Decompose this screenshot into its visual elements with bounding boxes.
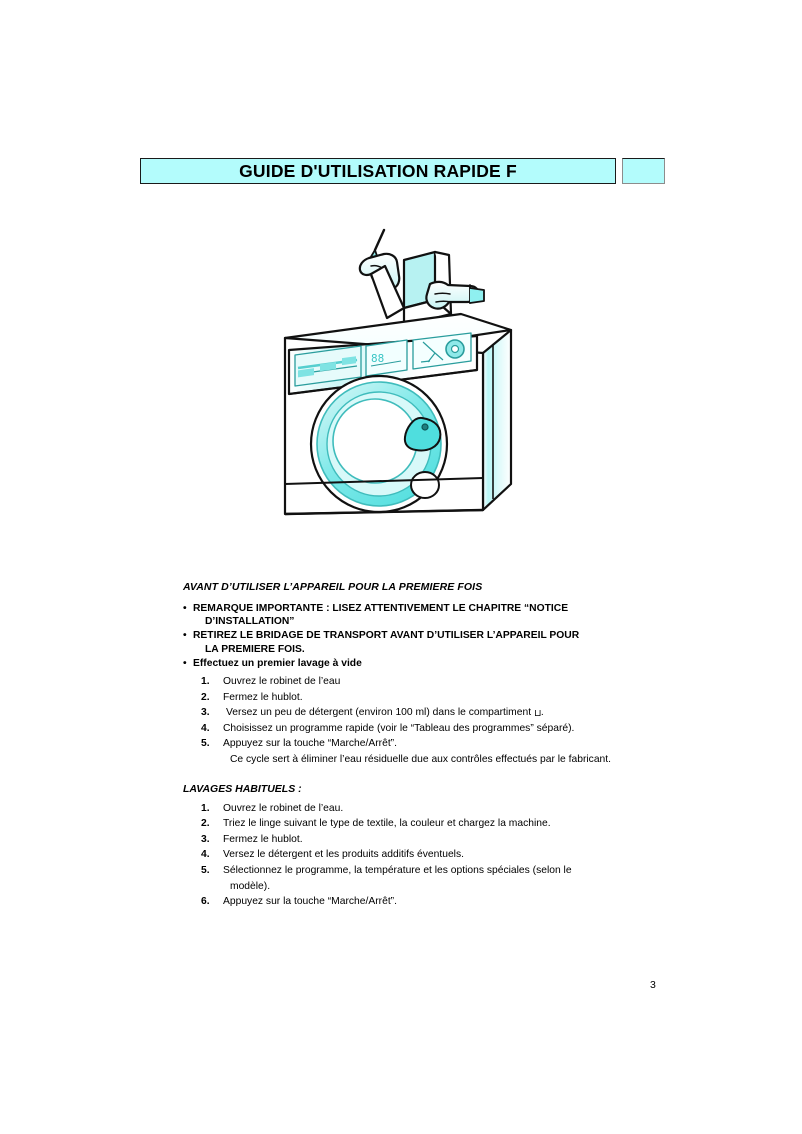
step-number: 3. bbox=[201, 707, 210, 719]
step-text: Fermez le hublot. bbox=[223, 833, 303, 845]
washing-machine-illustration bbox=[265, 222, 540, 542]
page-title: GUIDE D'UTILISATION RAPIDE F bbox=[239, 160, 517, 181]
section2-step-list bbox=[183, 801, 683, 910]
bullet-marker-icon: • bbox=[183, 657, 187, 669]
step-number: 5. bbox=[201, 738, 210, 750]
detergent-compartment-icon: ⊔ bbox=[533, 708, 541, 720]
bullet-line-1: REMARQUE IMPORTANTE : LISEZ ATTENTIVEMENT LE CHAPITRE “NOTICE bbox=[193, 603, 569, 614]
step-subtext: Ce cycle sert à éliminer l’eau résiduelle due aux contrôles effectués par le fabricant. bbox=[230, 753, 611, 765]
section2-title: LAVAGES HABITUELS : bbox=[183, 782, 302, 795]
washing-machine-body bbox=[285, 314, 511, 514]
bullet-text bbox=[193, 602, 683, 628]
document-body bbox=[183, 581, 683, 910]
step-text: Choisissez un programme rapide (voir le “Tableau des programmes” séparé). bbox=[223, 722, 575, 734]
step-text: Sélectionnez le programme, la température et les options spéciales (selon le bbox=[223, 864, 572, 876]
bullet-line-2: D’INSTALLATION” bbox=[205, 616, 295, 628]
bullet-text bbox=[193, 657, 683, 670]
list-item bbox=[201, 894, 683, 910]
step-text: Versez un peu de détergent (environ 100 ml) dans le compartiment bbox=[226, 707, 532, 719]
step-number: 2. bbox=[201, 691, 210, 703]
list-item bbox=[201, 736, 683, 767]
step-number: 1. bbox=[201, 802, 210, 814]
bullet-text bbox=[193, 629, 683, 655]
list-item bbox=[201, 863, 683, 894]
step-text: Triez le linge suivant le type de textile, la couleur et chargez la machine. bbox=[223, 818, 551, 830]
bullet-line-1: Effectuez un premier lavage à vide bbox=[193, 657, 362, 669]
list-item bbox=[201, 674, 683, 690]
display-panel bbox=[366, 340, 407, 376]
machine-side-panel bbox=[483, 330, 511, 510]
page-header bbox=[140, 158, 665, 184]
step-text: Fermez le hublot. bbox=[223, 691, 303, 703]
step-number: 3. bbox=[201, 833, 210, 845]
step-number: 6. bbox=[201, 896, 210, 908]
list-item bbox=[201, 690, 683, 706]
bullet-line-2: LA PREMIERE FOIS. bbox=[205, 643, 305, 655]
bullet-item bbox=[183, 602, 683, 628]
step-text: Ouvrez le robinet de l’eau. bbox=[223, 802, 344, 814]
bullet-marker-icon: • bbox=[183, 603, 187, 614]
step-subtext: modèle). bbox=[230, 880, 271, 892]
bullet-line-1: RETIREZ LE BRIDAGE DE TRANSPORT AVANT D’UTILISER L’APPAREIL POUR bbox=[193, 630, 580, 642]
svg-text:88: 88 bbox=[371, 352, 385, 365]
list-item bbox=[201, 832, 683, 848]
list-item bbox=[201, 705, 683, 721]
step-number: 1. bbox=[201, 676, 210, 688]
step-text: Versez le détergent et les produits additifs éventuels. bbox=[223, 849, 464, 861]
list-item bbox=[201, 801, 683, 817]
hands-holding-open-manual bbox=[360, 230, 484, 326]
step-text: Appuyez sur la touche “Marche/Arrêt”. bbox=[223, 896, 397, 908]
section1-step-list bbox=[183, 674, 683, 768]
bullet-item bbox=[183, 657, 683, 670]
bullet-item bbox=[183, 629, 683, 655]
step-text-after: . bbox=[540, 707, 544, 719]
step-text: Appuyez sur la touche “Marche/Arrêt”. bbox=[223, 738, 397, 750]
section1-bullet-list bbox=[183, 602, 683, 670]
header-side-tab bbox=[622, 158, 665, 184]
step-number: 4. bbox=[201, 722, 210, 734]
step-number: 2. bbox=[201, 818, 210, 830]
header-title-box bbox=[140, 158, 616, 184]
step-text: Ouvrez le robinet de l’eau bbox=[223, 676, 341, 688]
list-item bbox=[201, 847, 683, 863]
list-item bbox=[201, 721, 683, 737]
section1-title: AVANT D’UTILISER L’APPAREIL POUR LA PREMIERE FOIS bbox=[183, 581, 483, 593]
step-number: 5. bbox=[201, 864, 210, 876]
page-number: 3 bbox=[650, 979, 656, 991]
step-number: 4. bbox=[201, 849, 210, 861]
list-item bbox=[201, 816, 683, 832]
filter-cap bbox=[411, 472, 439, 498]
bullet-marker-icon: • bbox=[183, 630, 187, 642]
